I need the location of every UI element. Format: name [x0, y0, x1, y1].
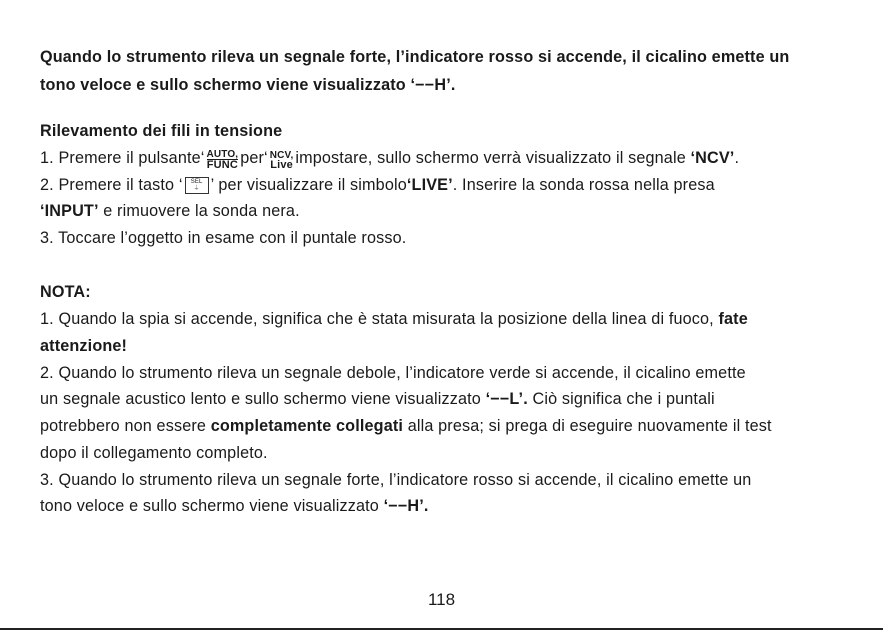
note-title: NOTA: — [40, 283, 91, 301]
auto-func-button-icon: AUTO, FUNC — [206, 149, 239, 171]
note-2-line-2 — [40, 389, 715, 409]
input-jack-label: ‘INPUT’ — [40, 202, 99, 220]
step-3: 3. Toccare l’oggetto in esame con il puntale rosso. — [40, 229, 407, 247]
intro-text: tono veloce e sullo schermo viene visualizzato — [40, 76, 411, 94]
step-text: ’ per visualizzare il simbolo — [210, 176, 407, 194]
ncv-live-button-icon: NCV, Live — [269, 150, 294, 171]
note-2: 2. Quando lo strumento rileva un segnale debole, l’indicatore verde si accende, il cicalino emette — [40, 364, 746, 382]
note-3-line-2 — [40, 496, 429, 516]
display-code-h: ‘−−H’. — [383, 497, 429, 515]
step-text: . Inserire la sonda rossa nella presa — [452, 176, 715, 194]
section-title: Rilevamento dei fili in tensione — [40, 122, 283, 140]
page-number: 118 — [427, 590, 456, 609]
note-text: potrebbero non essere — [40, 417, 211, 435]
step-number: 2. — [40, 176, 54, 194]
note-1 — [40, 309, 748, 329]
step-text: e rimuovere la sonda nera. — [98, 202, 300, 220]
step-text: impostare, sullo schermo verrà visualizzato il segnale — [295, 149, 691, 167]
display-code-ncv: ‘NCV’ — [690, 149, 735, 167]
step-text: . — [734, 149, 740, 167]
step-text: per‘ — [240, 149, 268, 167]
step-text: Premere il tasto ‘ — [53, 176, 183, 194]
step-2 — [40, 175, 715, 195]
intro-line-2 — [40, 75, 456, 95]
intro-line-1: Quando lo strumento rileva un segnale forte, l’indicatore rosso si accende, il cicalino emette un — [40, 48, 790, 66]
note-3: 3. Quando lo strumento rileva un segnale forte, l’indicatore rosso si accende, il cicalino emette un — [40, 471, 752, 489]
step-number: 1. — [40, 149, 54, 167]
display-code-live: ‘LIVE’ — [406, 176, 453, 194]
note-2-line-4: dopo il collegamento completo. — [40, 444, 268, 462]
step-1 — [40, 148, 739, 170]
step-text: Premere il pulsante‘ — [53, 149, 205, 167]
note-text: Ciò significa che i puntali — [527, 390, 715, 408]
display-code-l: ‘−−L’. — [485, 390, 528, 408]
note-emphasis: fate — [718, 310, 748, 328]
display-code-h: ‘−−H’. — [410, 76, 456, 94]
note-text: tono veloce e sullo schermo viene visualizzato — [40, 497, 384, 515]
step-2-continued — [40, 201, 300, 221]
sel-button-icon: SEL ⏚ — [185, 177, 209, 194]
footer-divider — [0, 628, 883, 630]
note-emphasis: completamente collegati — [210, 417, 404, 435]
note-1-continued: attenzione! — [40, 337, 128, 355]
note-text: alla presa; si prega di eseguire nuovamente il test — [403, 417, 772, 435]
note-2-line-3 — [40, 416, 772, 436]
note-text: 1. Quando la spia si accende, significa che è stata misurata la posizione della linea di fuoco, — [40, 310, 719, 328]
note-text: un segnale acustico lento e sullo schermo viene visualizzato — [40, 390, 486, 408]
